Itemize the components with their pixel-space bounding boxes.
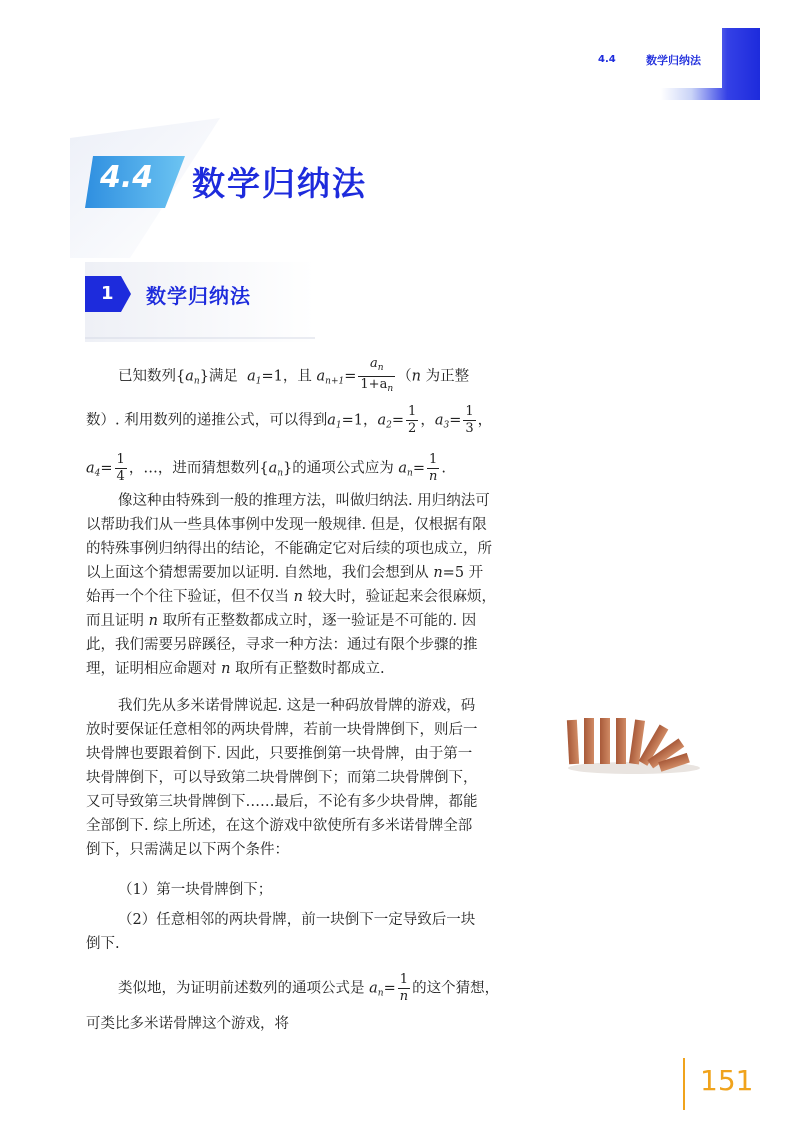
paragraph-2-line-1 <box>118 491 490 511</box>
math-var: a <box>316 368 326 385</box>
math-denominator: 1+a <box>360 377 388 392</box>
text: 数）. 利用数列的递推公式，可以得到 <box>86 412 328 429</box>
fraction-a4: $\frac{1}{4}$ <box>116 452 125 484</box>
math-sub: 1 <box>255 376 262 387</box>
text: = <box>449 412 462 429</box>
running-header-section-number: 4.4 <box>598 54 616 65</box>
text: 理，证明相应命题对 <box>86 661 217 677</box>
text: . <box>441 460 446 477</box>
text: =5 开 <box>442 565 484 581</box>
section-title: 数学归纳法 <box>192 164 367 203</box>
math-sub: n <box>377 988 384 999</box>
math-sub: 1 <box>335 420 342 431</box>
paragraph-3-line-4 <box>86 768 478 788</box>
math-var: a <box>247 368 256 385</box>
paragraph-1-line-1 <box>118 356 469 397</box>
math-var: n <box>221 661 231 677</box>
text: 块骨牌倒下，可以导致第二块骨牌倒下；而第二块骨牌倒下， <box>86 770 478 786</box>
text: 倒下. <box>86 936 120 952</box>
text: }满足 <box>199 368 238 385</box>
paragraph-1-line-2 <box>86 404 492 437</box>
text: ， <box>477 412 493 429</box>
paragraph-2-line-4 <box>86 563 483 583</box>
math-var: a <box>268 460 278 477</box>
math-var: n <box>148 613 158 629</box>
paragraph-2-line-8 <box>86 659 385 679</box>
math-var: a <box>377 412 387 429</box>
math-sub: n <box>387 384 394 394</box>
paragraph-2-line-3 <box>86 539 492 559</box>
paragraph-1-line-3 <box>86 452 446 485</box>
math-sub: 3 <box>443 420 450 431</box>
math-sub: n+1 <box>325 376 345 387</box>
subsection-number: 1 <box>101 283 114 304</box>
text: = <box>100 460 113 477</box>
text: 以上面这个猜想需要加以证明. 自然地，我们会想到从 <box>86 565 429 581</box>
text: （2）任意相邻的两块骨牌，前一块倒下一定导致后一块 <box>118 912 476 928</box>
fraction-recurrence <box>358 356 395 397</box>
text: 为正整 <box>425 368 470 385</box>
section-number: 4.4 <box>100 160 154 195</box>
paragraph-3-line-3 <box>86 744 472 764</box>
text: }的通项公式应为 <box>283 460 394 477</box>
paragraph-2-line-7 <box>86 635 478 655</box>
condition-1 <box>118 880 272 900</box>
text: （ <box>397 368 412 385</box>
math-var: a <box>369 980 378 997</box>
page-number: 151 <box>700 1064 754 1097</box>
fraction-a3: $\frac{1}{3}$ <box>465 404 474 436</box>
text: 的特殊事例归纳得出的结论，不能确定它对后续的项也成立，所 <box>86 541 492 557</box>
text: 我们先从多米诺骨牌说起. 这是一种码放骨牌的游戏，码 <box>118 698 476 714</box>
condition-2-cont <box>86 934 120 954</box>
paragraph-3-line-1 <box>118 696 475 716</box>
fraction-a2: $\frac{1}{2}$ <box>408 404 417 436</box>
subsection-title: 数学归纳法 <box>146 284 251 308</box>
text: 以帮助我们从一些具体事例中发现一般规律. 但是，仅根据有限 <box>86 517 487 533</box>
page-number-bar <box>683 1058 685 1110</box>
text: 像这种由特殊到一般的推理方法，叫做归纳法. 用归纳法可 <box>118 493 490 509</box>
paragraph-3-line-7 <box>86 840 289 860</box>
running-header-section-title: 数学归纳法 <box>646 54 701 67</box>
math-var: n <box>293 589 303 605</box>
paragraph-3-line-5 <box>86 792 478 812</box>
domino-illustration <box>562 706 702 778</box>
text: 块骨牌也要跟着倒下. 因此，只要推倒第一块骨牌，由于第一 <box>86 746 473 762</box>
paragraph-2-line-6 <box>86 611 476 631</box>
math-sub: 4 <box>94 468 101 479</box>
text: 而且证明 <box>86 613 144 629</box>
math-sub: n <box>277 468 284 479</box>
math-sub: n <box>407 468 413 479</box>
text: 已知数列{ <box>118 368 186 385</box>
text: = <box>344 368 357 385</box>
text: 较大时，验证起来会很麻烦， <box>307 589 497 605</box>
math-sub: n <box>377 363 384 373</box>
math-var: a <box>185 368 194 385</box>
math-var: a <box>86 460 95 477</box>
text: = <box>412 460 425 477</box>
paragraph-3-line-2 <box>86 720 478 740</box>
text: （1）第一块骨牌倒下； <box>118 882 273 898</box>
text: 始再一个个往下验证，但不仅当 <box>86 589 289 605</box>
text: 可类比多米诺骨牌这个游戏，将 <box>86 1016 289 1032</box>
text: 此，我们需要另辟蹊径，寻求一种方法：通过有限个步骤的推 <box>86 637 478 653</box>
paragraph-2-line-2 <box>86 515 487 535</box>
text: ，…，进而猜想数列{ <box>128 460 269 477</box>
condition-2 <box>118 910 475 930</box>
math-var: a <box>369 356 378 371</box>
text: =1，且 <box>261 368 312 385</box>
text: = <box>391 412 405 429</box>
text: = <box>383 980 396 997</box>
fraction-general-term-2: $\frac{1}{n}$ <box>399 972 409 1004</box>
math-var: n <box>411 368 421 385</box>
text: 全部倒下. 综上所述，在这个游戏中欲使所有多米诺骨牌全部 <box>86 818 473 834</box>
math-sub: 2 <box>386 420 392 431</box>
text: 类似地，为证明前述数列的通项公式是 <box>118 980 365 997</box>
paragraph-4-line-1 <box>118 972 499 1005</box>
math-var: a <box>434 412 444 429</box>
text: 放时要保证任意相邻的两块骨牌，若前一块骨牌倒下，则后一 <box>86 722 478 738</box>
paragraph-4-line-2 <box>86 1014 289 1034</box>
text: ， <box>420 412 435 429</box>
text: 取所有正整数时都成立. <box>235 661 385 677</box>
text: 倒下，只需满足以下两个条件： <box>86 842 289 858</box>
text: 的这个猜想， <box>412 980 500 997</box>
paragraph-3-line-6 <box>86 816 472 836</box>
math-var: a <box>398 460 408 477</box>
text: 又可导致第三块骨牌倒下……最后，不论有多少块骨牌，都能 <box>86 794 478 810</box>
math-var: a <box>327 412 336 429</box>
math-var: n <box>433 565 443 581</box>
text: =1， <box>341 412 378 429</box>
paragraph-2-line-5 <box>86 587 496 607</box>
fraction-general-term: $\frac{1}{n}$ <box>428 452 438 484</box>
math-sub: n <box>193 376 200 387</box>
text: 取所有正整数都成立时，逐一验证是不可能的. 因 <box>162 613 477 629</box>
